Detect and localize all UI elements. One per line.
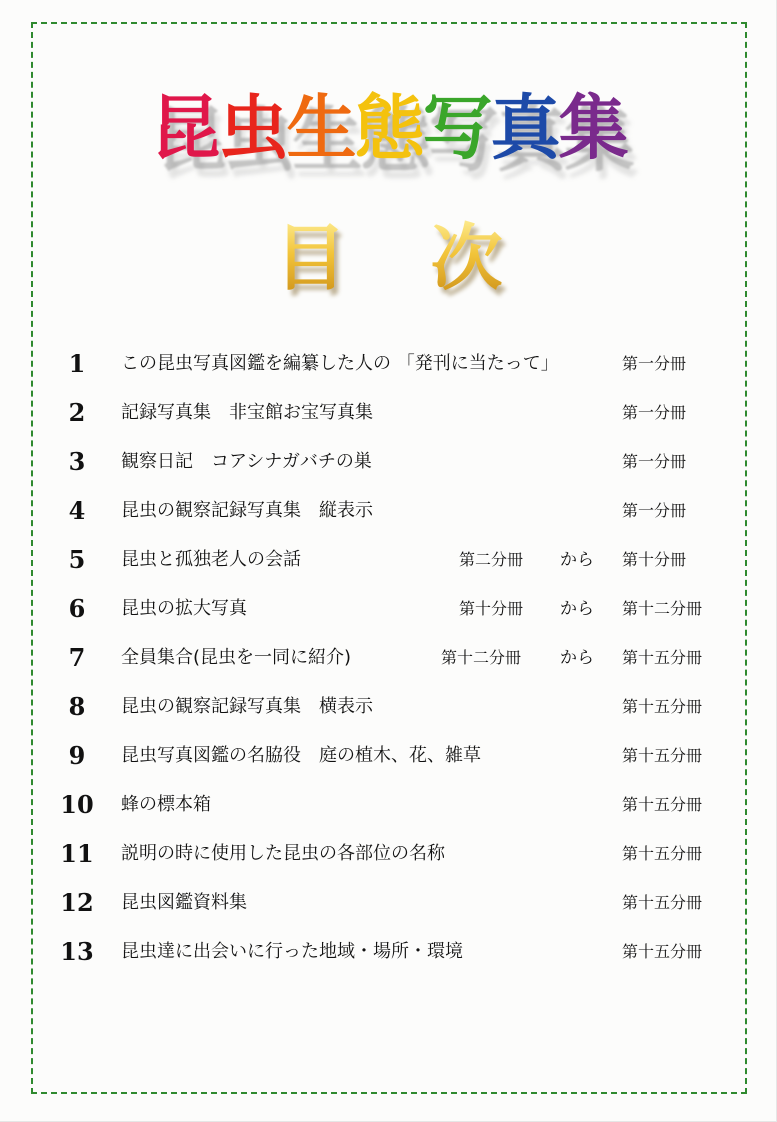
title-char: 昆	[150, 87, 221, 169]
toc-entry-number: 6	[68, 594, 86, 623]
toc-entry-title: 昆虫図鑑資料集	[121, 892, 247, 913]
toc-entry-title: 昆虫と孤独老人の会話	[121, 549, 301, 570]
title-char: 真	[490, 87, 561, 169]
toc-entry-number: 13	[60, 937, 94, 966]
contents-heading-char: 次	[419, 212, 515, 304]
toc-entry-number: 10	[60, 790, 94, 819]
toc-entry-number: 4	[68, 496, 86, 525]
toc-entry[interactable]	[0, 536, 777, 584]
title-char: 態	[354, 87, 425, 169]
toc-entry-number: 2	[68, 398, 86, 427]
toc-entry-volume: 第十二分冊	[622, 599, 703, 618]
toc-entry[interactable]	[0, 340, 777, 388]
toc-entry-title: 記録写真集 非宝館お宝写真集	[121, 402, 373, 423]
toc-entry-number: 12	[60, 888, 94, 917]
toc-entry-title: 説明の時に使用した昆虫の各部位の名称	[121, 843, 445, 864]
toc-entry-number: 7	[68, 643, 86, 672]
title-char: 虫	[218, 87, 289, 169]
toc-entry-range-word: から	[560, 599, 594, 619]
toc-entry[interactable]	[0, 781, 777, 829]
toc-entry-number: 3	[68, 447, 86, 476]
toc-entry[interactable]	[0, 438, 777, 486]
toc-entry-volume-from: 第二分冊	[459, 550, 524, 569]
toc-entry-title: 昆虫達に出会いに行った地域・場所・環境	[121, 941, 463, 962]
toc-entry[interactable]	[0, 634, 777, 682]
toc-entry-title: 昆虫の拡大写真	[121, 598, 247, 619]
toc-entry[interactable]	[0, 879, 777, 927]
toc-entry-volume: 第十五分冊	[622, 844, 703, 863]
toc-entry-number: 11	[60, 839, 94, 868]
toc-entry-title: 全員集合(昆虫を一同に紹介)	[121, 647, 352, 668]
contents-heading-char: 目	[263, 212, 359, 304]
toc-entry-volume: 第十五分冊	[622, 795, 703, 814]
toc-entry-number: 8	[68, 692, 86, 721]
toc-entry-number: 9	[68, 741, 86, 770]
toc-entry-title: 昆虫の観察記録写真集 縦表示	[121, 500, 373, 521]
toc-entry[interactable]	[0, 487, 777, 535]
toc-entry[interactable]	[0, 683, 777, 731]
toc-entry-volume-from: 第十二分冊	[441, 648, 522, 667]
toc-entry-title: 昆虫の観察記録写真集 横表示	[121, 696, 373, 717]
toc-entry[interactable]	[0, 389, 777, 437]
toc-entry-title: 昆虫写真図鑑の名脇役 庭の植木、花、雑草	[121, 745, 481, 766]
toc-entry-volume: 第十五分冊	[622, 893, 703, 912]
toc-entry[interactable]	[0, 830, 777, 878]
toc-entry-title: 蜂の標本箱	[121, 794, 211, 815]
toc-entry-volume-from: 第十分冊	[459, 599, 524, 618]
toc-entry-volume: 第十分冊	[622, 550, 687, 569]
toc-entry-range-word: から	[560, 550, 594, 570]
toc-entry-number: 5	[68, 545, 86, 574]
toc-entry[interactable]	[0, 585, 777, 633]
toc-entry-range-word: から	[560, 648, 594, 668]
toc-entry-volume: 第十五分冊	[622, 746, 703, 765]
toc-entry-volume: 第一分冊	[622, 354, 687, 373]
title-char: 生	[286, 87, 357, 169]
toc-entry-volume: 第一分冊	[622, 452, 687, 471]
title-char: 写	[422, 87, 493, 169]
toc-entry-volume: 第十五分冊	[622, 648, 703, 667]
toc-entry-volume: 第一分冊	[622, 403, 687, 422]
toc-entry[interactable]	[0, 732, 777, 780]
toc-entry-volume: 第十五分冊	[622, 697, 703, 716]
toc-entry-volume: 第一分冊	[622, 501, 687, 520]
toc-entry-volume: 第十五分冊	[622, 942, 703, 961]
contents-heading	[0, 212, 777, 312]
toc-entry-title: この昆虫写真図鑑を編纂した人の 「発刊に当たって」	[121, 353, 559, 374]
toc-entry-title: 観察日記 コアシナガバチの巣	[121, 451, 372, 472]
toc-entry[interactable]	[0, 928, 777, 976]
title-char: 集	[558, 87, 629, 169]
toc-entry-number: 1	[68, 349, 86, 378]
collection-title	[0, 78, 777, 198]
